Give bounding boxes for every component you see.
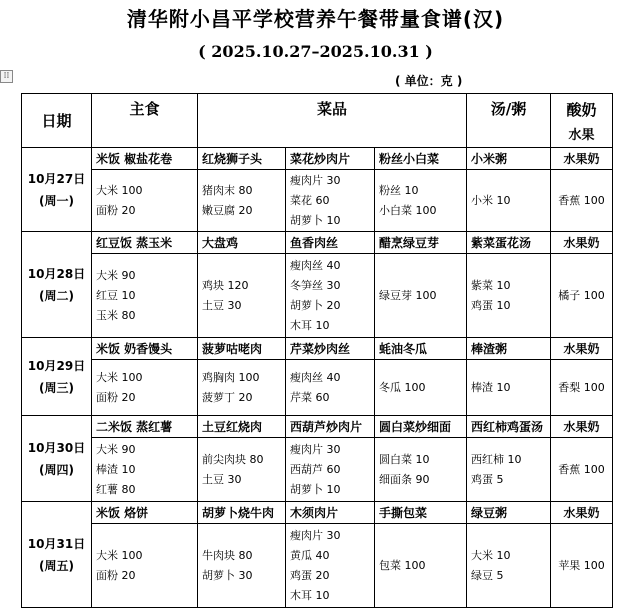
ingredient-amount: 鸡蛋 5 bbox=[471, 472, 504, 486]
unit-label: ( 单位：克 ) bbox=[395, 74, 463, 88]
day-date: 10月29日 bbox=[27, 358, 86, 373]
staple-name: 红豆饭 蒸玉米 bbox=[92, 232, 198, 254]
menu-table bbox=[21, 93, 613, 608]
header-row bbox=[22, 94, 613, 148]
dish1-ingredients bbox=[198, 524, 286, 608]
fruit-name: 水果奶 bbox=[551, 416, 613, 438]
table-move-handle-icon[interactable]: ⁞⁞ bbox=[0, 70, 13, 83]
ingredient-amount: 红豆 10 bbox=[96, 288, 136, 302]
ingredient-amount: 瘦肉片 30 bbox=[290, 528, 341, 542]
dish3-name: 醋烹绿豆芽 bbox=[375, 232, 467, 254]
ingredient-amount: 香蕉 100 bbox=[558, 193, 605, 207]
day-weekday: (周一) bbox=[39, 193, 74, 208]
staple-name: 米饭 奶香馒头 bbox=[92, 338, 198, 360]
header-soup: 汤/粥 bbox=[467, 94, 551, 148]
dish2-ingredients bbox=[286, 170, 375, 232]
ingredient-amount: 小白菜 100 bbox=[379, 203, 437, 217]
ingredient-amount: 胡萝卜 30 bbox=[202, 568, 253, 582]
ingredient-amount: 胡萝卜 10 bbox=[290, 213, 341, 227]
ingredient-amount: 玉米 80 bbox=[96, 308, 136, 322]
dish3-ingredients bbox=[375, 438, 467, 502]
dish1-ingredients bbox=[198, 170, 286, 232]
ingredient-amount: 鸡蛋 20 bbox=[290, 568, 330, 582]
ingredient-amount: 芹菜 60 bbox=[290, 390, 330, 404]
ingredient-amount: 西红柿 10 bbox=[471, 452, 522, 466]
ingredient-amount: 圆白菜 10 bbox=[379, 452, 430, 466]
ingredient-amount: 细面条 90 bbox=[379, 472, 430, 486]
fruit-name: 水果奶 bbox=[551, 148, 613, 170]
day-row bbox=[22, 502, 613, 524]
ingredient-amount: 鸡蛋 10 bbox=[471, 298, 511, 312]
dish2-ingredients bbox=[286, 254, 375, 338]
ingredient-row bbox=[22, 170, 613, 232]
ingredient-amount: 紫菜 10 bbox=[471, 278, 511, 292]
day-weekday: (周三) bbox=[39, 380, 74, 395]
soup-name: 绿豆粥 bbox=[467, 502, 551, 524]
fruit-name: 水果奶 bbox=[551, 232, 613, 254]
ingredient-amount: 胡萝卜 10 bbox=[290, 482, 341, 496]
dish1-name: 红烧狮子头 bbox=[198, 148, 286, 170]
day-cell bbox=[22, 232, 92, 338]
soup-ingredients bbox=[467, 360, 551, 416]
ingredient-amount: 猪肉末 80 bbox=[202, 183, 253, 197]
dish1-ingredients bbox=[198, 438, 286, 502]
ingredient-amount: 绿豆芽 100 bbox=[379, 288, 437, 302]
ingredient-amount: 面粉 20 bbox=[96, 568, 136, 582]
header-fruit: 水果 bbox=[568, 127, 595, 143]
ingredient-row bbox=[22, 524, 613, 608]
ingredient-amount: 粉丝 10 bbox=[379, 183, 419, 197]
day-date: 10月30日 bbox=[27, 440, 86, 455]
staple-ingredients bbox=[92, 254, 198, 338]
dish1-ingredients bbox=[198, 254, 286, 338]
day-date: 10月28日 bbox=[27, 266, 86, 281]
ingredient-row bbox=[22, 438, 613, 502]
day-weekday: (周五) bbox=[39, 558, 74, 573]
ingredient-amount: 嫩豆腐 20 bbox=[202, 203, 253, 217]
ingredient-amount: 红薯 80 bbox=[96, 482, 136, 496]
ingredient-amount: 大米 90 bbox=[96, 442, 136, 456]
dish1-name: 土豆红烧肉 bbox=[198, 416, 286, 438]
ingredient-amount: 香蕉 100 bbox=[558, 462, 605, 476]
day-cell bbox=[22, 148, 92, 232]
dish3-ingredients bbox=[375, 524, 467, 608]
soup-ingredients bbox=[467, 254, 551, 338]
fruit-ingredients bbox=[551, 170, 613, 232]
fruit-ingredients bbox=[551, 438, 613, 502]
ingredient-amount: 大米 100 bbox=[96, 370, 143, 384]
ingredient-amount: 土豆 30 bbox=[202, 298, 242, 312]
ingredient-amount: 菜花 60 bbox=[290, 193, 330, 207]
dish1-ingredients bbox=[198, 360, 286, 416]
ingredient-amount: 香梨 100 bbox=[558, 380, 605, 394]
soup-ingredients bbox=[467, 438, 551, 502]
ingredient-amount: 橘子 100 bbox=[558, 288, 605, 302]
soup-ingredients bbox=[467, 170, 551, 232]
ingredient-amount: 菠萝丁 20 bbox=[202, 390, 253, 404]
fruit-ingredients bbox=[551, 254, 613, 338]
dish3-name: 手撕包菜 bbox=[375, 502, 467, 524]
header-dishes: 菜品 bbox=[198, 94, 467, 148]
dish3-ingredients bbox=[375, 254, 467, 338]
header-date: 日期 bbox=[22, 94, 92, 148]
day-date: 10月27日 bbox=[27, 171, 86, 186]
ingredient-amount: 冬瓜 100 bbox=[379, 380, 426, 394]
day-row bbox=[22, 148, 613, 170]
fruit-ingredients bbox=[551, 524, 613, 608]
ingredient-amount: 瘦肉丝 40 bbox=[290, 258, 341, 272]
date-range: ( 2025.10.27–2025.10.31 ) bbox=[198, 42, 433, 61]
dish3-name: 蚝油冬瓜 bbox=[375, 338, 467, 360]
ingredient-amount: 西葫芦 60 bbox=[290, 462, 341, 476]
header-yogurt: 酸奶 bbox=[566, 100, 597, 119]
fruit-ingredients bbox=[551, 360, 613, 416]
dish3-ingredients bbox=[375, 360, 467, 416]
day-cell bbox=[22, 416, 92, 502]
dish1-name: 胡萝卜烧牛肉 bbox=[198, 502, 286, 524]
fruit-name: 水果奶 bbox=[551, 338, 613, 360]
dish2-name: 木须肉片 bbox=[286, 502, 375, 524]
ingredient-amount: 牛肉块 80 bbox=[202, 548, 253, 562]
ingredient-amount: 棒渣 10 bbox=[471, 380, 511, 394]
dish2-ingredients bbox=[286, 524, 375, 608]
menu-title: 清华附小昌平学校营养午餐带量食谱(汉) bbox=[126, 7, 505, 31]
dish2-name: 西葫芦炒肉片 bbox=[286, 416, 375, 438]
dish3-name: 圆白菜炒细面 bbox=[375, 416, 467, 438]
staple-ingredients bbox=[92, 360, 198, 416]
ingredient-amount: 瘦肉丝 40 bbox=[290, 370, 341, 384]
header-staple: 主食 bbox=[92, 94, 198, 148]
staple-ingredients bbox=[92, 524, 198, 608]
ingredient-amount: 木耳 10 bbox=[290, 588, 330, 602]
fruit-name: 水果奶 bbox=[551, 502, 613, 524]
ingredient-amount: 大米 10 bbox=[471, 548, 511, 562]
ingredient-row bbox=[22, 360, 613, 416]
ingredient-amount: 大米 100 bbox=[96, 183, 143, 197]
day-row bbox=[22, 416, 613, 438]
soup-name: 西红柿鸡蛋汤 bbox=[467, 416, 551, 438]
staple-name: 米饭 椒盐花卷 bbox=[92, 148, 198, 170]
ingredient-amount: 冬笋丝 30 bbox=[290, 278, 341, 292]
day-row bbox=[22, 232, 613, 254]
day-weekday: (周二) bbox=[39, 288, 74, 303]
soup-name: 紫菜蛋花汤 bbox=[467, 232, 551, 254]
day-cell bbox=[22, 502, 92, 608]
soup-name: 小米粥 bbox=[467, 148, 551, 170]
dish2-name: 芹菜炒肉丝 bbox=[286, 338, 375, 360]
dish1-name: 菠萝咕咾肉 bbox=[198, 338, 286, 360]
dish2-name: 菜花炒肉片 bbox=[286, 148, 375, 170]
dish2-ingredients bbox=[286, 360, 375, 416]
ingredient-amount: 瘦肉片 30 bbox=[290, 442, 341, 456]
ingredient-amount: 棒渣 10 bbox=[96, 462, 136, 476]
dish2-ingredients bbox=[286, 438, 375, 502]
soup-name: 棒渣粥 bbox=[467, 338, 551, 360]
ingredient-amount: 土豆 30 bbox=[202, 472, 242, 486]
dish1-name: 大盘鸡 bbox=[198, 232, 286, 254]
ingredient-amount: 面粉 20 bbox=[96, 203, 136, 217]
day-row bbox=[22, 338, 613, 360]
staple-ingredients bbox=[92, 438, 198, 502]
ingredient-row bbox=[22, 254, 613, 338]
ingredient-amount: 包菜 100 bbox=[379, 558, 426, 572]
ingredient-amount: 大米 90 bbox=[96, 268, 136, 282]
day-date: 10月31日 bbox=[27, 536, 86, 551]
ingredient-amount: 鸡胸肉 100 bbox=[202, 370, 260, 384]
soup-ingredients bbox=[467, 524, 551, 608]
staple-name: 米饭 烙饼 bbox=[92, 502, 198, 524]
ingredient-amount: 大米 100 bbox=[96, 548, 143, 562]
ingredient-amount: 木耳 10 bbox=[290, 318, 330, 332]
day-weekday: (周四) bbox=[39, 462, 74, 477]
dish2-name: 鱼香肉丝 bbox=[286, 232, 375, 254]
dish3-ingredients bbox=[375, 170, 467, 232]
ingredient-amount: 胡萝卜 20 bbox=[290, 298, 341, 312]
ingredient-amount: 苹果 100 bbox=[558, 558, 605, 572]
dish3-name: 粉丝小白菜 bbox=[375, 148, 467, 170]
ingredient-amount: 前尖肉块 80 bbox=[202, 452, 264, 466]
day-cell bbox=[22, 338, 92, 416]
staple-name: 二米饭 蒸红薯 bbox=[92, 416, 198, 438]
ingredient-amount: 小米 10 bbox=[471, 193, 511, 207]
ingredient-amount: 绿豆 5 bbox=[471, 568, 504, 582]
ingredient-amount: 黄瓜 40 bbox=[290, 548, 330, 562]
ingredient-amount: 鸡块 120 bbox=[202, 278, 249, 292]
staple-ingredients bbox=[92, 170, 198, 232]
ingredient-amount: 面粉 20 bbox=[96, 390, 136, 404]
header-yogurt-fruit bbox=[551, 94, 613, 148]
ingredient-amount: 瘦肉片 30 bbox=[290, 173, 341, 187]
